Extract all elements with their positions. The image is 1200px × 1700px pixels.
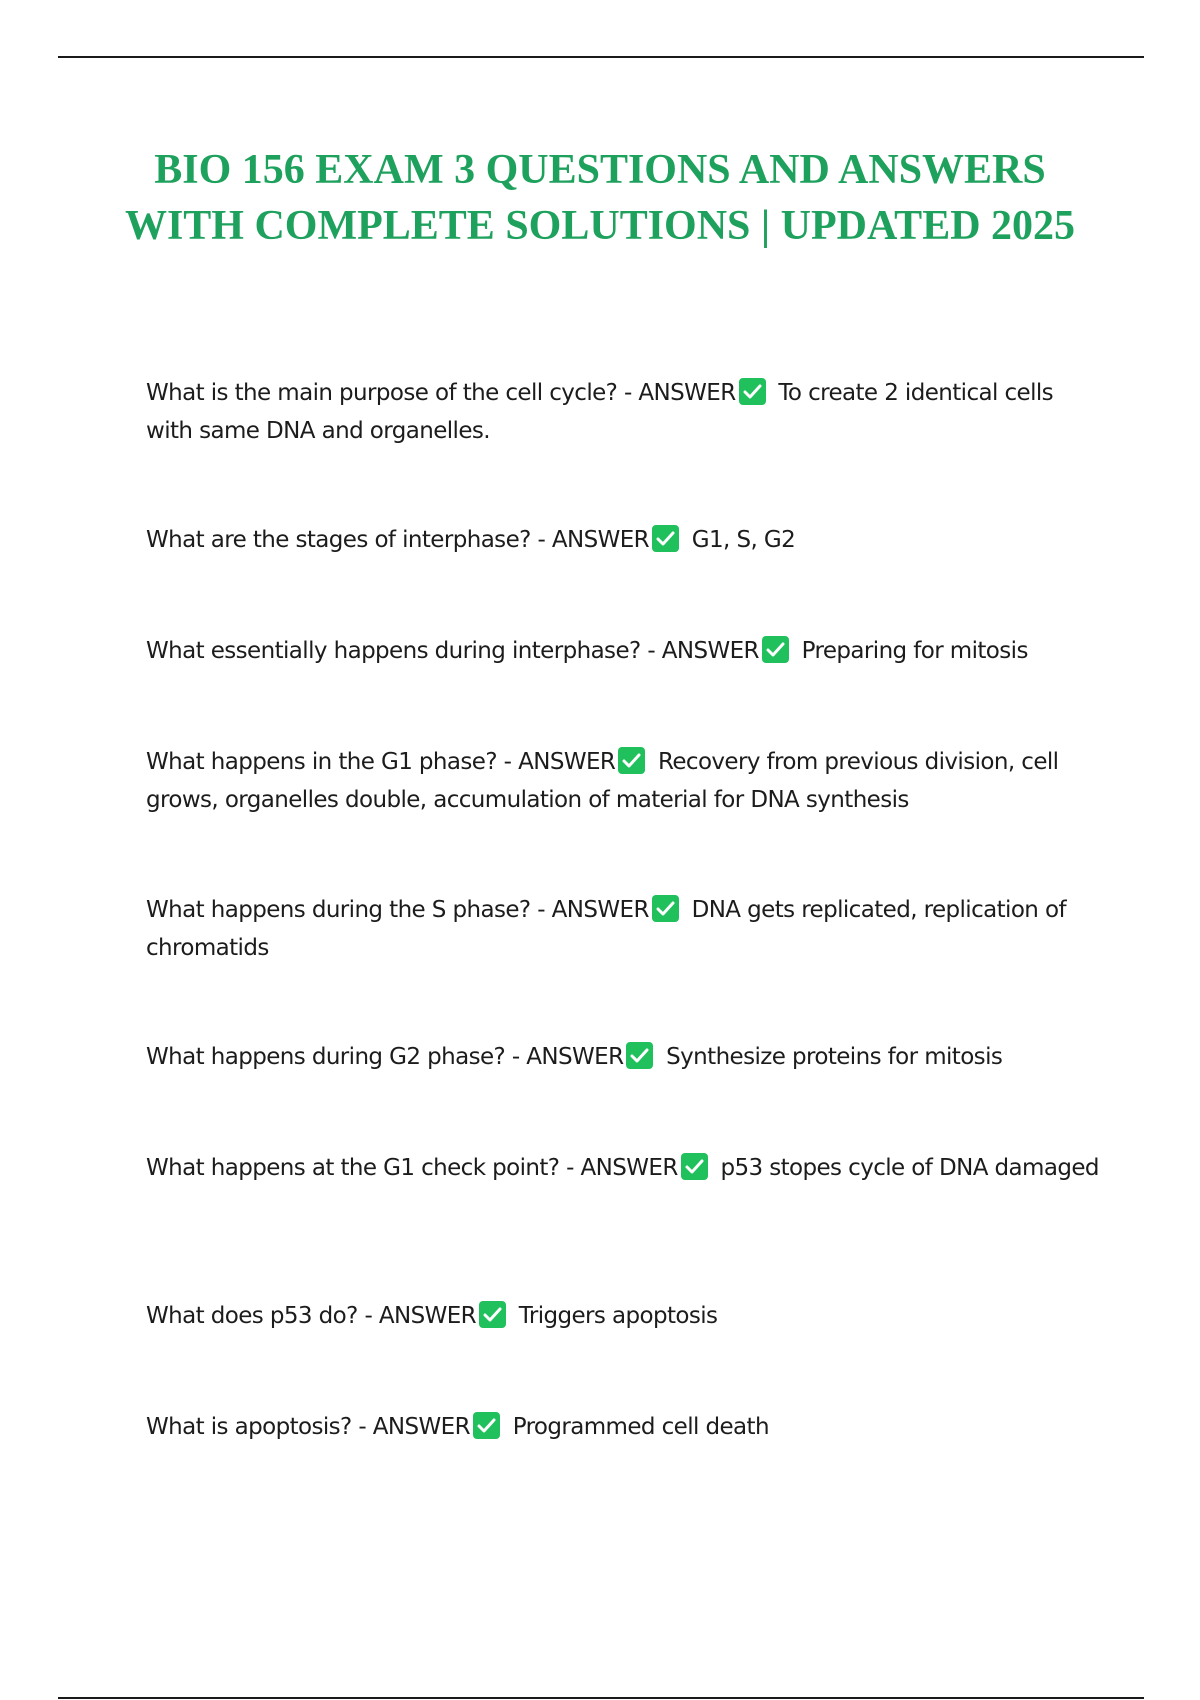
qa-item	[146, 891, 1106, 967]
answer-marker: - ANSWER	[358, 1414, 470, 1440]
answer-text: Synthesize proteins for mitosis	[666, 1044, 1003, 1070]
bottom-divider	[58, 1697, 1144, 1699]
check-icon	[652, 895, 679, 922]
question-text: What happens in the G1 phase?	[146, 749, 497, 775]
answer-text: Recovery from previous division, cell grows, organelles double, accumulation of material for DNA synthesis	[146, 749, 1059, 813]
qa-item	[146, 1297, 1106, 1335]
question-text: What does p53 do?	[146, 1303, 358, 1329]
check-icon	[652, 525, 679, 552]
check-icon	[618, 747, 645, 774]
answer-marker: - ANSWER	[503, 749, 616, 775]
question-text: What is apoptosis?	[146, 1414, 352, 1440]
qa-item	[146, 1038, 1106, 1076]
top-divider	[58, 56, 1144, 58]
qa-item	[146, 632, 1106, 670]
check-icon	[762, 636, 789, 663]
answer-text: DNA gets replicated, replication of chromatids	[146, 897, 1066, 961]
answer-text: To create 2 identical cells with same DNA and organelles.	[146, 380, 1054, 444]
qa-item	[146, 743, 1106, 819]
answer-marker: - ANSWER	[566, 1155, 678, 1181]
answer-text: Triggers apoptosis	[518, 1303, 718, 1329]
answer-marker: - ANSWER	[624, 380, 736, 406]
check-icon	[681, 1153, 708, 1180]
question-text: What are the stages of interphase?	[146, 527, 531, 553]
check-icon	[626, 1042, 653, 1069]
question-text: What happens during the S phase?	[146, 897, 531, 923]
answer-text: Programmed cell death	[512, 1414, 769, 1440]
question-text: What essentially happens during interphase?	[146, 638, 641, 664]
answer-marker: - ANSWER	[647, 638, 759, 664]
answer-marker: - ANSWER	[364, 1303, 477, 1329]
check-icon	[473, 1412, 500, 1439]
question-text: What is the main purpose of the cell cycle?	[146, 380, 618, 406]
question-text: What happens at the G1 check point?	[146, 1155, 560, 1181]
answer-marker: - ANSWER	[537, 897, 649, 923]
answer-marker: - ANSWER	[537, 527, 650, 553]
qa-item	[146, 374, 1106, 450]
answer-text: G1, S, G2	[691, 527, 796, 553]
qa-item	[146, 1149, 1106, 1187]
answer-marker: - ANSWER	[511, 1044, 624, 1070]
answer-text: Preparing for mitosis	[801, 638, 1028, 664]
check-icon	[739, 378, 766, 405]
question-text: What happens during G2 phase?	[146, 1044, 506, 1070]
check-icon	[479, 1301, 506, 1328]
document-title: BIO 156 EXAM 3 QUESTIONS AND ANSWERS WITH COMPLETE SOLUTIONS | UPDATED 2025	[124, 147, 1076, 249]
answer-text: p53 stopes cycle of DNA damaged	[720, 1155, 1099, 1181]
qa-item	[146, 521, 1106, 559]
qa-item	[146, 1408, 1106, 1446]
